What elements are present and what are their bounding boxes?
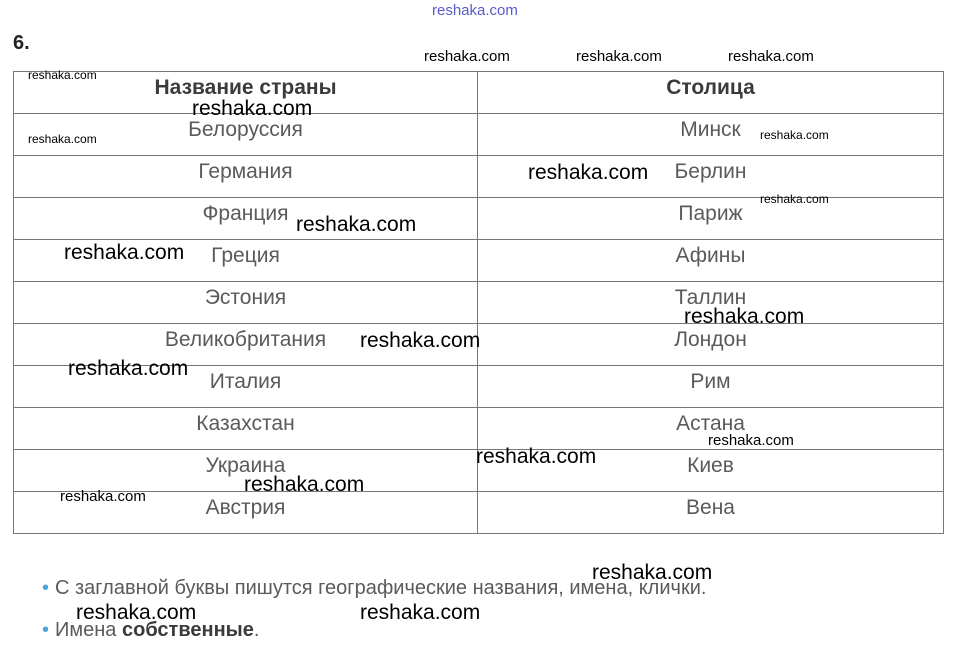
watermark: reshaka.com bbox=[684, 305, 805, 328]
country-cell: Германия bbox=[14, 156, 478, 198]
table-row bbox=[14, 240, 944, 282]
watermark: reshaka.com bbox=[476, 445, 597, 468]
table-row bbox=[14, 366, 944, 408]
capital-cell: Берлин bbox=[478, 156, 944, 198]
watermark: reshaka.com bbox=[76, 601, 197, 624]
table-row bbox=[14, 450, 944, 492]
watermark: reshaka.com bbox=[244, 473, 365, 496]
note-text-bold: собственные bbox=[122, 619, 254, 641]
watermark: reshaka.com bbox=[28, 132, 97, 146]
watermark: reshaka.com bbox=[760, 192, 829, 206]
country-column-header: Название страны bbox=[14, 72, 478, 114]
capital-cell: Париж bbox=[478, 198, 944, 240]
capital-cell: Астана bbox=[478, 408, 944, 450]
table-row bbox=[14, 324, 944, 366]
country-cell: Австрия bbox=[14, 492, 478, 534]
capital-cell: Афины bbox=[478, 240, 944, 282]
watermark: reshaka.com bbox=[28, 68, 97, 82]
country-cell: Великобритания bbox=[14, 324, 478, 366]
capital-cell: Лондон bbox=[478, 324, 944, 366]
table-row bbox=[14, 282, 944, 324]
watermark: reshaka.com bbox=[360, 601, 481, 624]
note-text-suffix: . bbox=[253, 619, 260, 641]
table-row bbox=[14, 492, 944, 534]
watermark: reshaka.com bbox=[432, 2, 518, 19]
countries-capitals-table bbox=[13, 71, 944, 534]
watermark: reshaka.com bbox=[360, 329, 481, 352]
bullet-icon: • bbox=[42, 619, 50, 641]
watermark: reshaka.com bbox=[68, 357, 189, 380]
table-row bbox=[14, 408, 944, 450]
note-text-prefix: Имена bbox=[55, 619, 122, 641]
watermark: reshaka.com bbox=[728, 48, 814, 65]
watermark: reshaka.com bbox=[760, 128, 829, 142]
watermark: reshaka.com bbox=[592, 561, 713, 584]
watermark: reshaka.com bbox=[296, 213, 417, 236]
capital-cell: Киев bbox=[478, 450, 944, 492]
capital-cell: Минск bbox=[478, 114, 944, 156]
task-number: 6. bbox=[13, 32, 30, 54]
note-line bbox=[42, 577, 706, 619]
watermark: reshaka.com bbox=[64, 241, 185, 264]
country-cell: Украина bbox=[14, 450, 478, 492]
country-cell: Казахстан bbox=[14, 408, 478, 450]
table-row bbox=[14, 156, 944, 198]
table-header-row bbox=[14, 72, 944, 114]
capital-cell: Вена bbox=[478, 492, 944, 534]
table-row bbox=[14, 198, 944, 240]
country-cell: Белоруссия bbox=[14, 114, 478, 156]
country-cell: Италия bbox=[14, 366, 478, 408]
watermark: reshaka.com bbox=[528, 161, 649, 184]
watermark: reshaka.com bbox=[708, 432, 794, 449]
watermark: reshaka.com bbox=[192, 97, 313, 120]
watermark: reshaka.com bbox=[576, 48, 662, 65]
notes bbox=[42, 577, 706, 661]
country-cell: Эстония bbox=[14, 282, 478, 324]
capital-cell: Рим bbox=[478, 366, 944, 408]
table-row bbox=[14, 114, 944, 156]
capital-column-header: Столица bbox=[478, 72, 944, 114]
country-cell: Греция bbox=[14, 240, 478, 282]
watermark: reshaka.com bbox=[60, 488, 146, 505]
capital-cell: Таллин bbox=[478, 282, 944, 324]
note-text: С заглавной буквы пишутся географические названия, имена, клички. bbox=[55, 577, 707, 599]
watermark: reshaka.com bbox=[424, 48, 510, 65]
bullet-icon: • bbox=[42, 577, 50, 599]
country-cell: Франция bbox=[14, 198, 478, 240]
